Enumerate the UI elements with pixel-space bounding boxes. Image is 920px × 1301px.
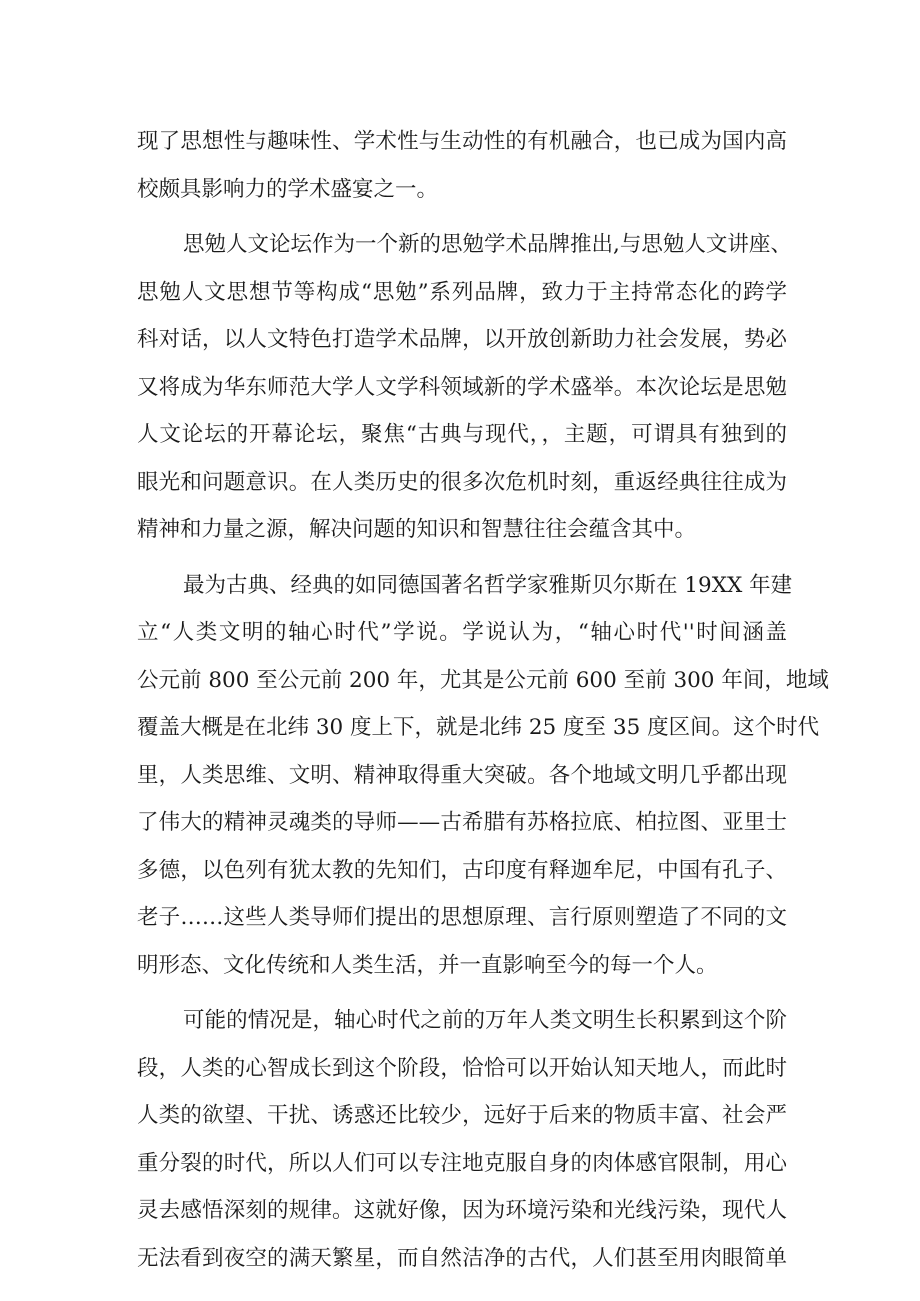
text-line: 了伟大的精神灵魂类的导师——古希腊有苏格拉底、柏拉图、亚里士 [137,810,787,835]
text-line: 明形态、文化传统和人类生活，并一直影响至今的每一个人。 [137,952,718,978]
text-line: 人文论坛的开幕论坛，聚焦“古典与现代，，主题，可谓具有独到的 [137,422,787,447]
text-line: 思勉人文论坛作为一个新的思勉学术品牌推出,与思勉人文讲座、 [183,232,792,257]
text-line: 科对话，以人文特色打造学术品牌，以开放创新助力社会发展，势必 [137,327,787,352]
text-line: 无法看到夜空的满天繁星，而自然洁净的古代，人们甚至用肉眼简单 [137,1245,787,1271]
text-line: 又将成为华东师范大学人文学科领域新的学术盛举。本次论坛是思勉 [137,374,787,400]
text-line: 公元前 800 至公元前 200 年，尤其是公元前 600 至前 300 年间，地域 [137,667,829,693]
text-line: 灵去感悟深刻的规律。这就好像，因为环境污染和光线污染，现代人 [137,1198,787,1223]
text-line: 思勉人文思想节等构成“思勉”系列品牌，致力于主持常态化的跨学 [137,279,787,305]
text-line: 最为古典、经典的如同德国著名哲学家雅斯贝尔斯在 19XX 年建 [183,572,793,598]
text-line: 覆盖大概是在北纬 30 度上下，就是北纬 25 度至 35 度区间。这个时代 [137,715,820,740]
text-line: 人类的欲望、干扰、诱惑还比较少，远好于后来的物质丰富、社会严 [137,1103,787,1128]
text-line: 现了思想性与趣味性、学术性与生动性的有机融合，也已成为国内高 [137,129,787,154]
text-line: 重分裂的时代，所以人们可以专注地克服自身的肉体感官限制，用心 [137,1150,787,1176]
text-line: 精神和力量之源，解决问题的知识和智慧往往会蕴含其中。 [137,517,697,542]
text-line: 老子……这些人类导师们提出的思想原理、言行原则塑造了不同的文 [137,905,787,930]
text-line: 多德，以色列有犹太教的先知们，古印度有释迦牟尼，中国有孔子、 [137,857,787,883]
body-text [137,118,829,1282]
text-line: 可能的情况是，轴心时代之前的万年人类文明生长积累到这个阶 [183,1008,787,1033]
text-line: 校颇具影响力的学术盛宴之一。 [137,176,439,202]
text-line: 立“人类文明的轴心时代”学说。学说认为，“轴心时代''时间涵盖 [137,620,787,645]
text-line: 里，人类思维、文明、精神取得重大突破。各个地域文明几乎都出现 [137,762,787,788]
text-line: 段，人类的心智成长到这个阶段，恰恰可以开始认知天地人，而此时 [137,1055,787,1081]
text-line: 眼光和问题意识。在人类历史的很多次危机时刻，重返经典往往成为 [137,469,787,495]
